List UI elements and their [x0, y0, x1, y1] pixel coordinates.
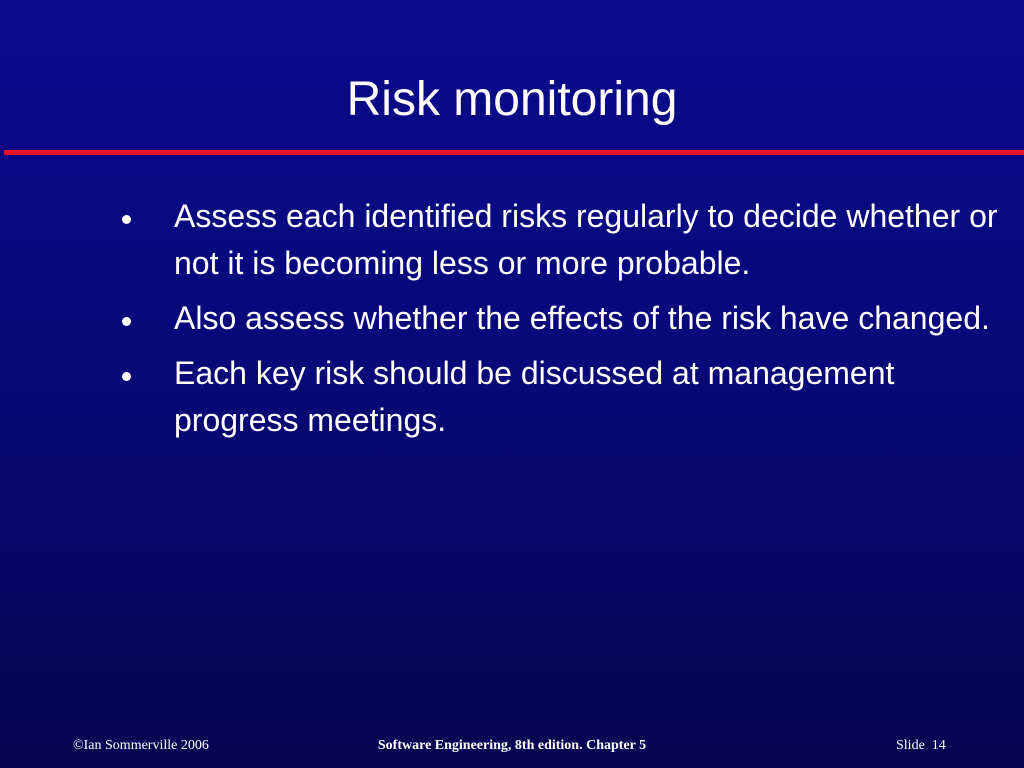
bullet-list [118, 193, 998, 452]
bullet-icon [122, 372, 131, 381]
bullet-text: Each key risk should be discussed at management progress meetings. [174, 355, 895, 438]
bullet-text: Also assess whether the effects of the risk have changed. [174, 300, 990, 336]
footer-slide-number: Slide 14 [896, 738, 946, 753]
bullet-item [118, 295, 998, 342]
bullet-text: Assess each identified risks regularly to decide whether or not it is becoming less or more probable. [174, 198, 998, 281]
slide-title: Risk monitoring [346, 73, 678, 126]
footer-copyright: ©Ian Sommerville 2006 [73, 738, 209, 753]
bullet-icon [122, 215, 131, 224]
footer-book-title: Software Engineering, 8th edition. Chapter 5 [377, 738, 647, 753]
bullet-item [118, 193, 998, 287]
bullet-icon [122, 317, 131, 326]
bullet-item [118, 350, 998, 444]
title-divider [4, 150, 1024, 155]
